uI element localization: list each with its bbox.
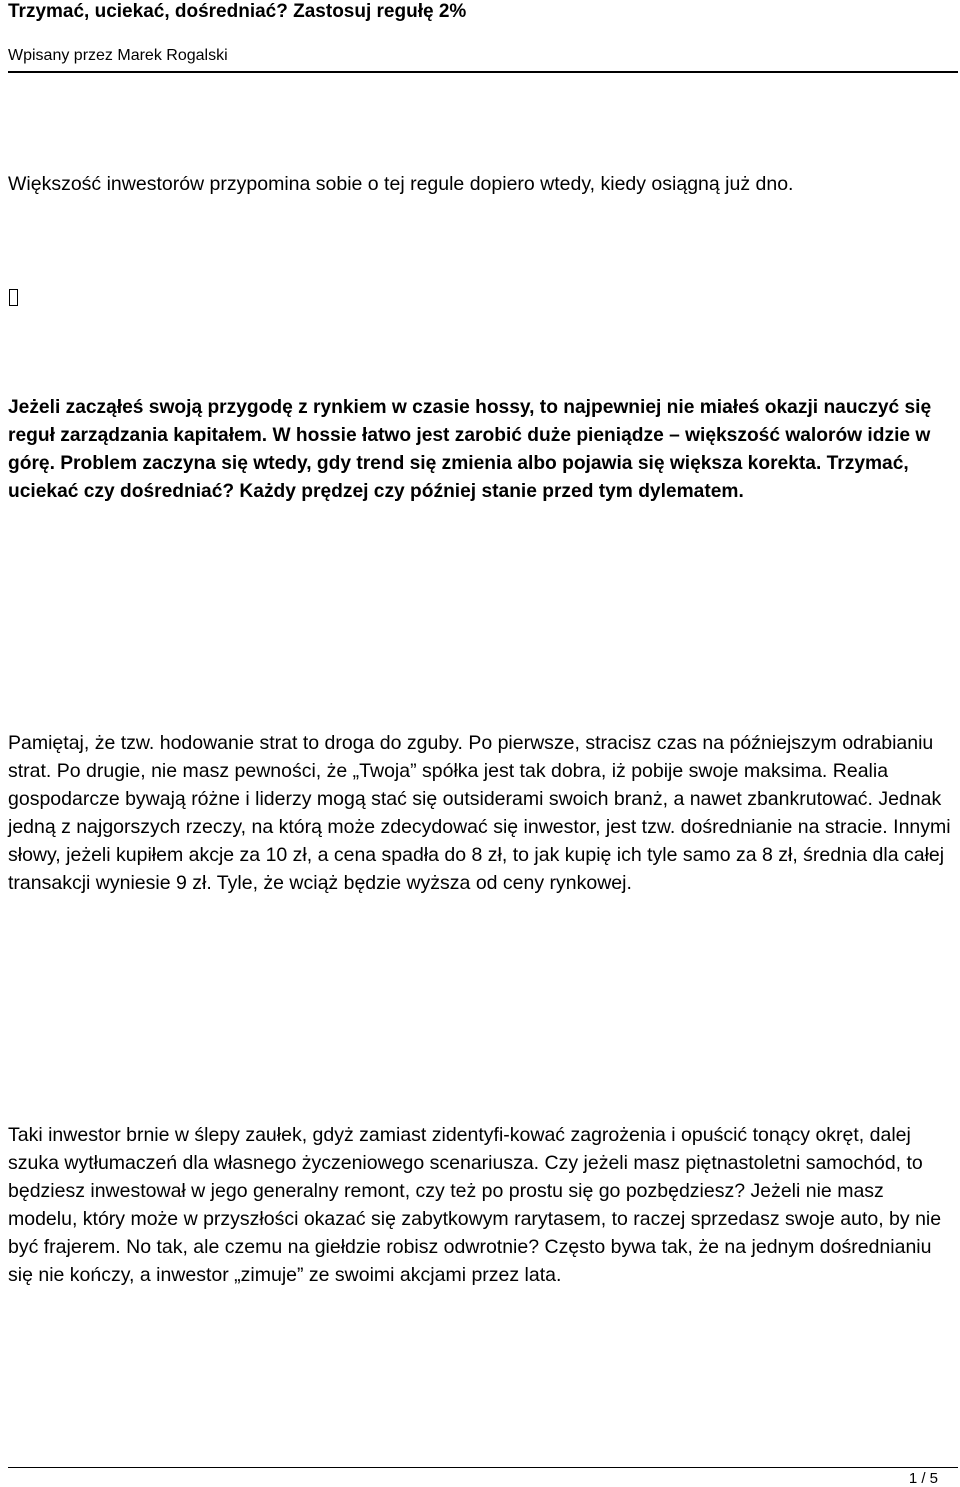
header-divider — [8, 71, 958, 73]
intro-paragraph: Większość inwestorów przypomina sobie o tej regule dopiero wtedy, kiedy osiągną już dno. — [8, 173, 794, 195]
footer-divider — [8, 1467, 958, 1468]
article-title: Trzymać, uciekać, dośredniać? Zastosuj regułę 2% — [8, 1, 467, 22]
body-paragraph-1: Pamiętaj, że tzw. hodowanie strat to droga do zguby. Po pierwsze, stracisz czas na późniejszym odrabianiu strat. Po drugie, nie masz pewności, że „Twoja” spółka jest tak dobra, iż pobije swoje maksima. Realia gospodarcze bywają różne i liderzy mogą stać się outsiderami swoich branż, a nawet zbankrutować. Jednak jedną z najgorszych rzeczy, na którą może zdecydować się inwestor, jest tzw. dośrednianie na stracie. Innymi słowy, jeżeli kupiłem akcje za 10 zł, a cena spadła do 8 zł, to jak kupię ich tyle samo za 8 zł, średnia dla całej transakcji wyniesie 9 zł. Tyle, że wciąż będzie wyższa od ceny rynkowej. — [8, 732, 951, 894]
missing-glyph-icon — [9, 289, 18, 306]
body-paragraph-2: Taki inwestor brnie w ślepy zaułek, gdyż zamiast zidentyfi-kować zagrożenia i opuścić tonący okręt, dalej szuka wytłumaczeń dla własnego życzeniowego scenariusza. Czy jeżeli masz piętnastoletni samochód, to będziesz inwestował w jego generalny remont, czy też po prostu się go pozbędziesz? Jeżeli nie masz modelu, który może w przyszłości okazać się zabytkowym rarytasem, to raczej sprzedasz swoje auto, by nie być frajerem. No tak, ale czemu na giełdzie robisz odwrotnie? Często bywa tak, że na jednym dośrednianiu się nie kończy, a inwestor „zimuje” ze swoimi akcjami przez lata. — [8, 1124, 942, 1286]
page-number: 1 / 5 — [908, 1470, 938, 1487]
article-byline: Wpisany przez Marek Rogalski — [8, 47, 228, 64]
lead-paragraph: Jeżeli zacząłeś swoją przygodę z rynkiem w czasie hossy, to najpewniej nie miałeś okazji nauczyć się reguł zarządzania kapitałem. W hossie łatwo jest zarobić duże pieniądze – większość walorów idzie w górę. Problem zaczyna się wtedy, gdy trend się zmienia albo pojawia się większa korekta. Trzymać, uciekać czy dośredniać? Każdy prędzej czy później stanie przed tym dylematem. — [8, 397, 932, 502]
